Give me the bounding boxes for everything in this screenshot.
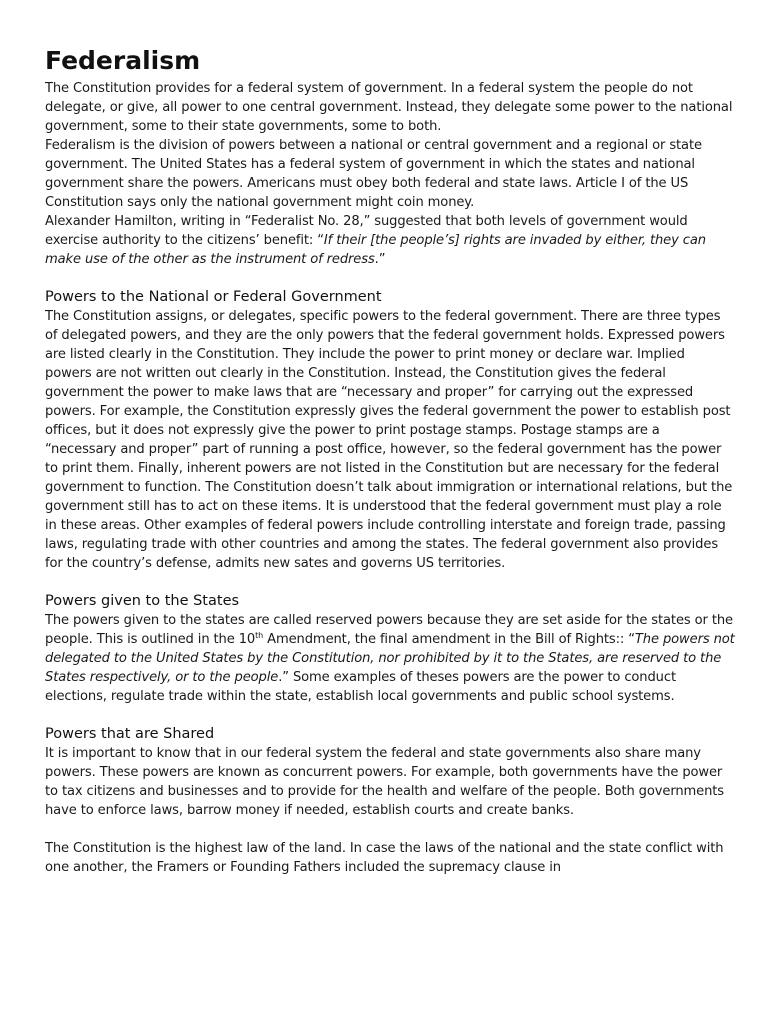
document-page	[45, 46, 735, 877]
national-powers-body: The Constitution assigns, or delegates, specific powers to the federal government. There are three types of delegated powers, and they are the only powers that the federal government holds. Expressed powers are listed clearly in the Constitution. They include the power to print money or declare war. Implied powers are not written out clearly in the Constitution. Instead, the Constitution gives the federal government the power to make laws that are “necessary and proper” for carrying out the expressed powers. For example, the Constitution expressly gives the federal government the power to establish post offices, but it does not expressly give the power to print postage stamps. Postage stamps are a “necessary and proper” part of running a post office, however, so the federal government has the power to print them. Finally, inherent powers are not listed in the Constitution but are necessary for the federal government to function. The Constitution doesn’t talk about immigration or international relations, but the government still has to act on these items. It is understood that the federal government must play a role in these areas. Other examples of federal powers include controlling interstate and foreign trade, passing laws, regulating trade with other countries and among the states. The federal government also provides for the country’s defense, admits new sates and governs US territories.	[45, 309, 733, 571]
national-powers-heading: Powers to the National or Federal Government	[45, 289, 382, 305]
intro-paragraph-2: Federalism is the division of powers between a national or central government and a regional or state government. The United States has a federal system of government in which the states and national government share the powers. Americans must obey both federal and state laws. Article I of the US Constitution says only the national government might coin money.	[45, 138, 702, 210]
tenth-amendment-quote: The powers not delegated to the United States by the Constitution, nor prohibited by it to the States, are reserved to the States respectively, or to the people	[45, 632, 735, 685]
hamilton-quote-end: .”	[374, 252, 386, 267]
state-powers-body	[45, 611, 735, 706]
state-powers-heading: Powers given to the States	[45, 593, 240, 609]
hamilton-quote: If their [the people’s] rights are invaded by either, they can make use of the other as the instrument of redress	[45, 233, 706, 267]
spacer	[45, 269, 735, 288]
supremacy-paragraph: The Constitution is the highest law of the land. In case the laws of the national and the state conflict with one another, the Framers or Founding Fathers included the supremacy clause in	[45, 841, 724, 875]
spacer	[45, 706, 735, 725]
intro-paragraph-1: The Constitution provides for a federal system of government. In a federal system the people do not delegate, or give, all power to one central government. Instead, they delegate some power to the national government, some to their state governments, some to both.	[45, 81, 733, 134]
intro-paragraph-3	[45, 212, 735, 269]
state-powers-text-3: .” Some examples of theses powers are the power to conduct elections, regulate trade within the state, establish local governments and public school systems.	[45, 670, 676, 704]
shared-powers-body: It is important to know that in our federal system the federal and state governments also share many powers. These powers are known as concurrent powers. For example, both governments have the power to tax citizens and businesses and to provide for the health and welfare of the people. Both governments have to enforce laws, barrow money if needed, establish courts and create banks.	[45, 746, 725, 818]
spacer	[45, 573, 735, 592]
document-title: Federalism	[45, 46, 201, 75]
state-powers-text-2: Amendment, the final amendment in the Bill of Rights:: “	[263, 632, 635, 647]
hamilton-text: Alexander Hamilton, writing in “Federalist No. 28,” suggested that both levels of government would exercise authority to the citizens’ benefit: “	[45, 214, 688, 248]
spacer	[45, 820, 735, 839]
shared-powers-heading: Powers that are Shared	[45, 726, 215, 742]
ordinal-suffix: th	[255, 631, 264, 640]
state-powers-text-1: The powers given to the states are called reserved powers because they are set aside for the states or the people. This is outlined in the 10	[45, 613, 733, 647]
